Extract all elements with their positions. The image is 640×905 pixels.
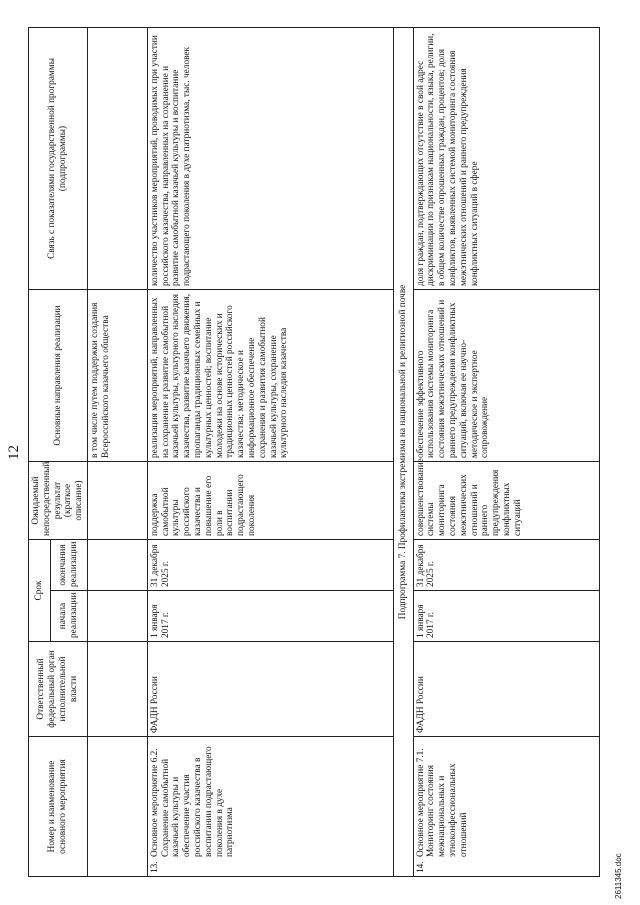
cell-link-indicators: количество участников мероприятий, проводимых при участии российского казачества, направленных на сохранение и развитие самобытной казачьей культуры и воспитание подрастающего поколения в духе патриотизма, тыс. человек [147, 27, 393, 289]
cell-responsible: ФАДН России [147, 642, 393, 737]
cell-empty [87, 539, 147, 590]
table-body [87, 27, 599, 876]
program-table [28, 27, 600, 877]
cell-main-directions: в том числе путем поддержки создания Всероссийского казачьего общества [87, 289, 147, 461]
cell-term-end: 31 декабря 2025 г. [413, 539, 599, 590]
cell-empty [87, 642, 147, 737]
cell-empty [87, 27, 147, 289]
cell-number-name [147, 737, 393, 877]
cell-link-indicators: доля граждан, подтверждающих отсутствие в свой адрес дискриминации по признакам национальности, языка, религии, в общем количестве опрошенных граждан, процентов; доля конфликтов, выявленных системой мониторинга состояния межэтнических отношений и раннего предупреждения конфликтных ситуаций в сфере [413, 27, 599, 289]
header-row [29, 27, 51, 876]
col-header-number-name: Номер и наименование основного мероприятия [29, 737, 88, 877]
cell-empty [87, 591, 147, 642]
cell-expected-result: поддержка самобытной культуры российского казачества и повышение его роли в воспитании подрастающего поколения [147, 461, 393, 539]
table-row-13 [147, 27, 393, 876]
cell-term-start: 1 января 2017 г. [413, 591, 599, 642]
row-number: 14. [415, 861, 426, 873]
table-row-14 [413, 27, 599, 876]
row-title: Основное мероприятие 7.1. Мониторинг состояния межнациональных и этноконфессиональных отношений [415, 748, 469, 857]
cell-term-start: 1 января 2017 г. [147, 591, 393, 642]
col-header-main-directions: Основные направления реализации [29, 289, 88, 461]
table-row-continuation [87, 27, 147, 876]
row-number: 13. [149, 861, 160, 873]
cell-main-directions: обеспечение эффективного использования системы мониторинга состояния межэтнических отношений и раннего предупреждения конфликтных ситуаций, включая ее научно-методическое и экспертное сопровождение [413, 289, 599, 461]
col-header-term-start: начала реализации [50, 591, 87, 642]
cell-main-directions: реализация мероприятий, направленных на сохранение и развитие самобытной казачьей культуры, культурного наследия казачества, развитие казачьего движения, пропаганды традиционных семейных и культурных ценностей; воспитание молодежи на основе исторических и традиционных ценностей российского казачества; методическое и информационное обеспечение сохранения и развития самобытной казачьей культуры, сохранение культурного наследия казачества [147, 289, 393, 461]
document-code: 2611345.doc [614, 853, 623, 899]
section-row [393, 27, 413, 876]
col-header-responsible: Ответственный федеральный орган исполнительной власти [29, 642, 88, 737]
page-number: 12 [6, 445, 22, 460]
cell-number-name [413, 737, 599, 877]
cell-term-end: 31 декабря 2025 г. [147, 539, 393, 590]
cell-responsible: ФАДН России [413, 642, 599, 737]
col-header-link-indicators: Связь с показателями государственной программы (подпрограммы) [29, 27, 88, 289]
section-title: Подпрограмма 7. Профилактика экстремизма на национальной и религиозной почве [393, 27, 413, 876]
row-title: Основное мероприятие 6.2. Сохранение самобытной казачьей культуры и обеспечение участия российского казачества в воспитании подрастающего поколения в духе патриотизма [149, 746, 236, 857]
col-header-expected-result: Ожидаемый непосредственный результат (краткое описание) [29, 461, 88, 539]
cell-empty [87, 461, 147, 539]
col-header-term: Срок [29, 539, 51, 641]
cell-expected-result: совершенствование системы мониторинга состояния межэтнических отношений и раннего предупреждения конфликтных ситуаций [413, 461, 599, 539]
col-header-term-end: окончания реализации [50, 539, 87, 590]
cell-empty [87, 737, 147, 877]
table-header [29, 27, 88, 876]
